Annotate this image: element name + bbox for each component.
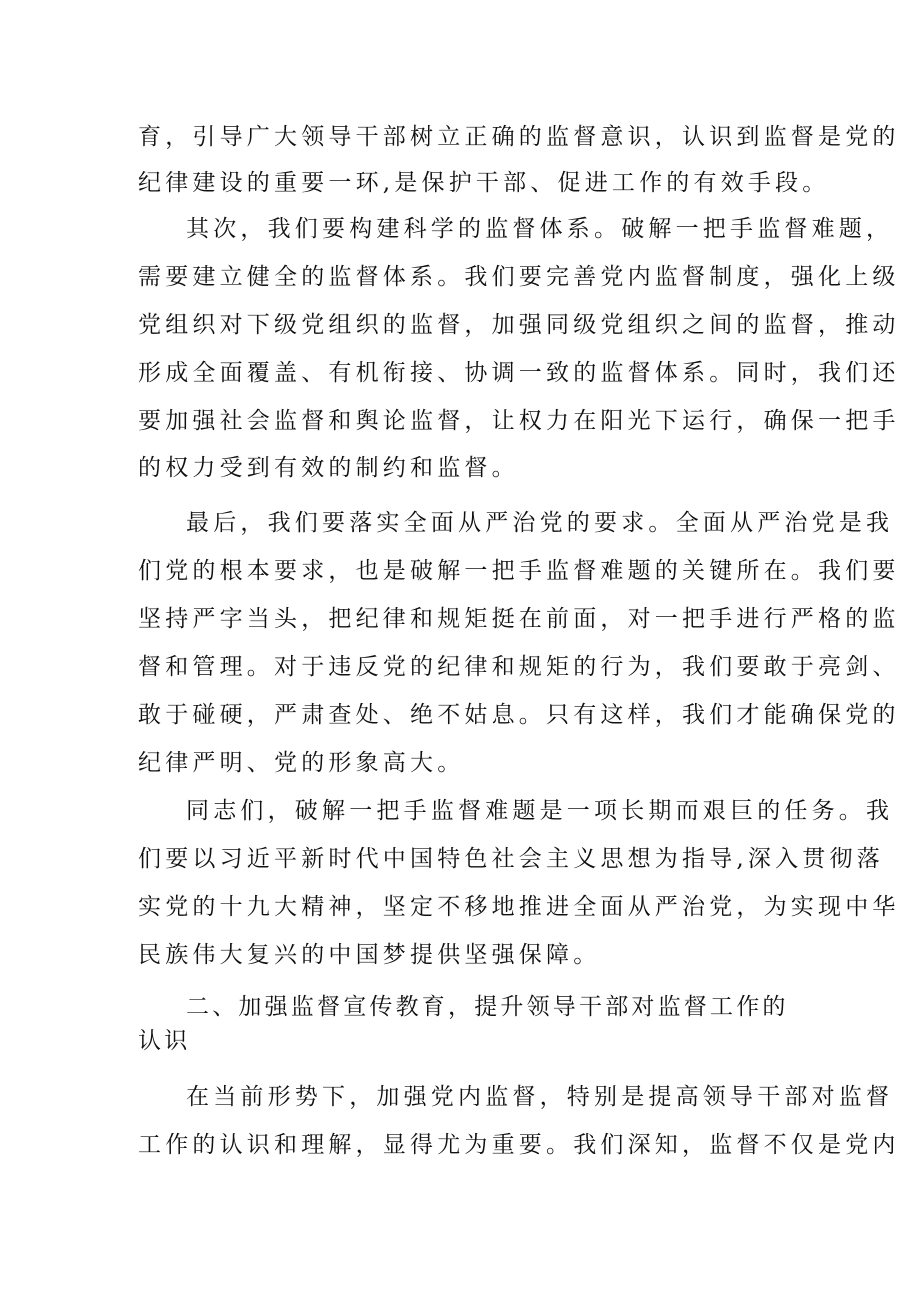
paragraph-line: 形成全面覆盖、有机衔接、协调一致的监督体系。同时，我们还 [138,360,900,386]
paragraph-first-line: 最后，我们要落实全面从严治党的要求。全面从严治党是我 [186,510,894,536]
section-heading: 二、加强监督宣传教育，提升领导干部对监督工作的 [186,994,789,1020]
paragraph-line: 们党的根本要求，也是破解一把手监督难题的关键所在。我们要 [138,558,900,584]
paragraph-line: 育，引导广大领导干部树立正确的监督意识，认识到监督是党的 [138,124,900,150]
paragraph-line: 敢于碰硬，严肃查处、绝不姑息。只有这样，我们才能确保党的 [138,702,900,728]
paragraph-line: 工作的认识和理解，显得尤为重要。我们深知，监督不仅是党内 [138,1132,900,1158]
paragraph-line: 实党的十九大精神，坚定不移地推进全面从严治党，为实现中华 [138,894,900,920]
paragraph-line: 督和管理。对于违反党的纪律和规矩的行为，我们要敢于亮剑、 [138,654,900,680]
paragraph-line: 们要以习近平新时代中国特色社会主义思想为指导,深入贯彻落 [138,846,884,872]
paragraph-line: 的权力受到有效的制约和监督。 [138,455,519,481]
paragraph-line: 党组织对下级党组织的监督，加强同级党组织之间的监督，推动 [138,312,900,338]
paragraph-first-line: 其次，我们要构建科学的监督体系。破解一把手监督难题， [186,216,894,242]
paragraph-line: 要加强社会监督和舆论监督，让权力在阳光下运行，确保一把手 [138,408,900,434]
paragraph-first-line: 同志们，破解一把手监督难题是一项长期而艰巨的任务。我 [186,798,894,824]
paragraph-first-line: 在当前形势下，加强党内监督，特别是提高领导干部对监督 [186,1084,894,1110]
paragraph-line: 民族伟大复兴的中国梦提供坚强保障。 [138,942,601,968]
paragraph-line: 坚持严字当头，把纪律和规矩挺在前面，对一把手进行严格的监 [138,606,900,632]
section-heading-continuation: 认识 [138,1028,191,1054]
paragraph-line: 纪律建设的重要一环,是保护干部、促进工作的有效手段。 [138,170,830,196]
paragraph-line: 需要建立健全的监督体系。我们要完善党内监督制度，强化上级 [138,264,900,290]
paragraph-line: 纪律严明、党的形象高大。 [138,750,465,776]
